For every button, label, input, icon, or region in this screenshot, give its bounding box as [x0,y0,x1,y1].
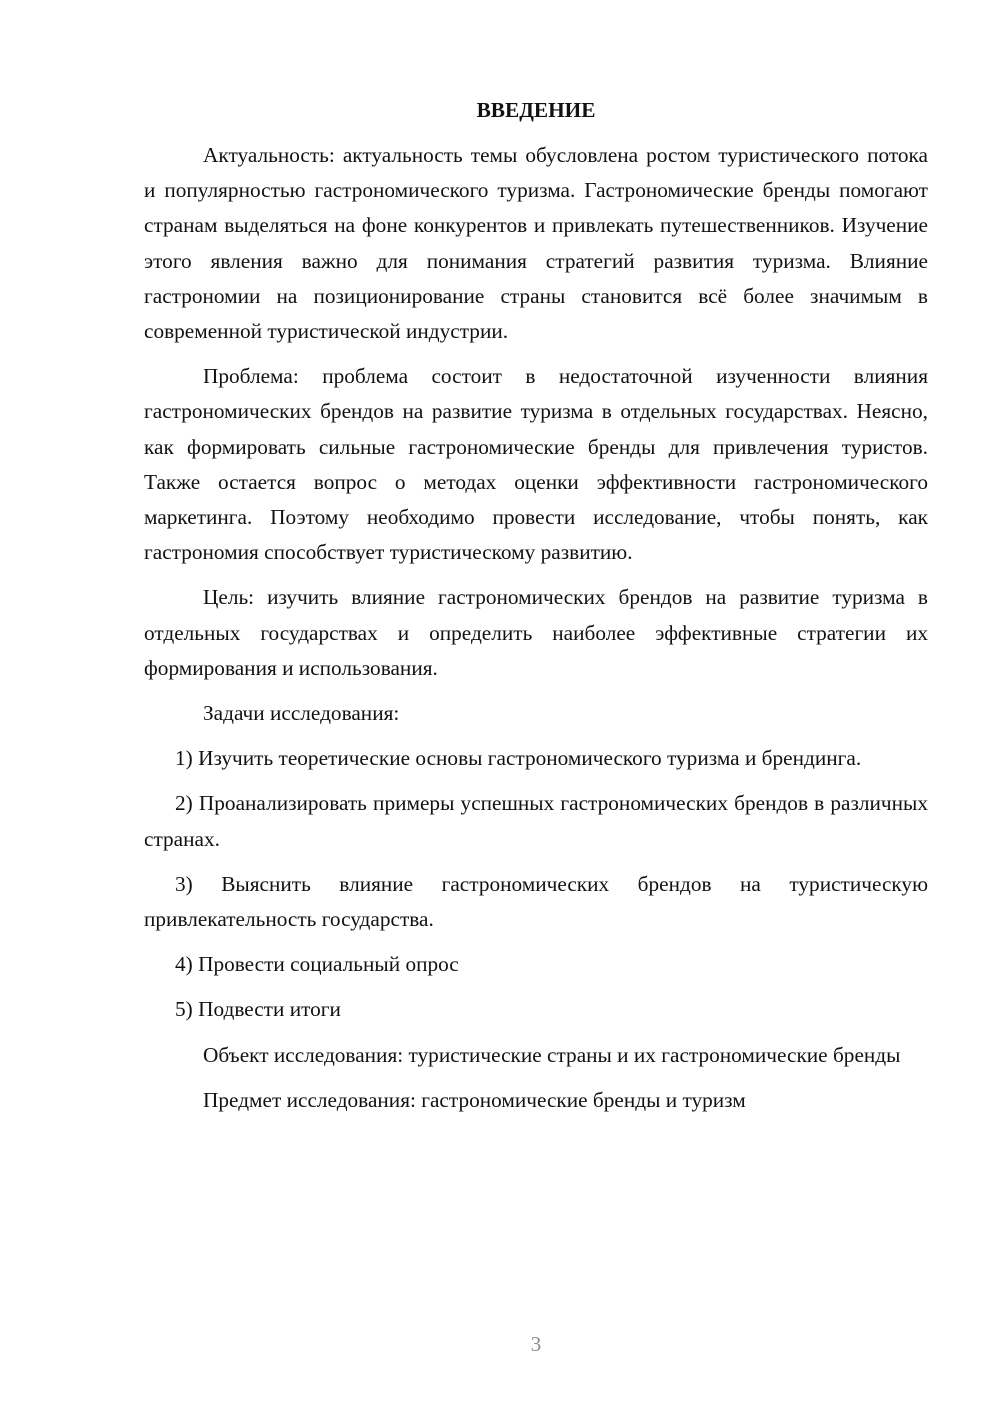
section-title: ВВЕДЕНИЕ [476,98,596,122]
task-item-2: 2) Проанализировать примеры успешных гастрономических брендов в различных странах. [144,791,928,851]
paragraph-goal: Цель: изучить влияние гастрономических брендов на развитие туризма в отдельных государствах и определить наиболее эффективные стратегии их формирования и использования. [144,585,928,680]
page-number: 3 [530,1332,542,1356]
paragraph-tasks-heading: Задачи исследования: [203,701,400,726]
task-item-5: 5) Подвести итоги [175,997,341,1022]
paragraph-relevance: Актуальность: актуальность темы обусловлена ростом туристического потока и популярностью гастрономического туризма. Гастрономические бренды помогают странам выделяться на фоне конкурентов и привлекать путешественников. Изучение этого явления важно для понимания стратегий развития туризма. Влияние гастрономии на позиционирование страны становится всё более значимым в современной туристической индустрии. [144,143,928,344]
paragraph-subject: Предмет исследования: гастрономические бренды и туризм [203,1087,746,1112]
task-item-1: 1) Изучить теоретические основы гастрономического туризма и брендинга. [175,746,862,771]
task-item-3: 3) Выяснить влияние гастрономических брендов на туристическую привлекательность государства. [144,871,928,932]
task-item-4: 4) Провести социальный опрос [175,952,459,977]
page-content [144,93,928,1128]
paragraph-problem: Проблема: проблема состоит в недостаточной изученности влияния гастрономических брендов на развитие туризма в отдельных государствах. Неясно, как формировать сильные гастрономические бренды для привлечения туристов. Также остается вопрос о методах оценки эффективности гастрономического маркетинга. Поэтому необходимо провести исследование, чтобы понять, как гастрономия способствует туристическому развитию. [144,364,928,565]
paragraph-object: Объект исследования: туристические страны и их гастрономические бренды [203,1042,901,1067]
